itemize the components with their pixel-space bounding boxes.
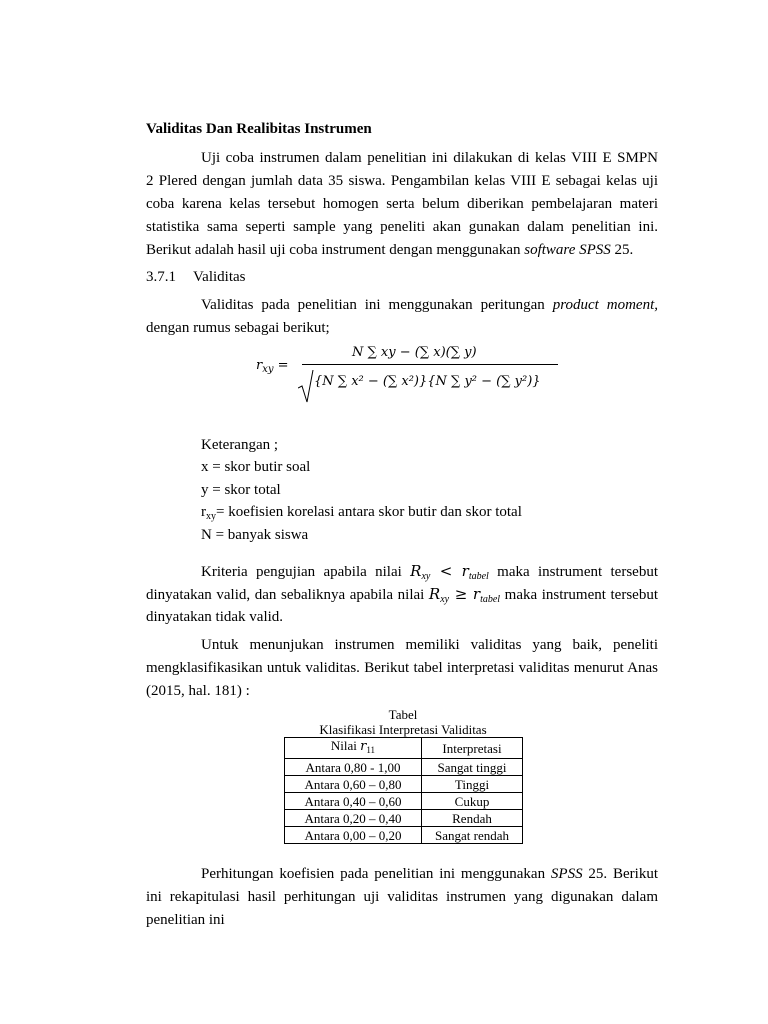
- formula-lhs: [256, 358, 289, 376]
- para5-line1: [146, 865, 658, 883]
- para1-italic: software SPSS: [524, 242, 611, 258]
- table-cell-range: Antara 0,00 – 0,20: [285, 827, 422, 844]
- table-cell-range: Antara 0,40 – 0,60: [285, 793, 422, 810]
- kriteria-R-sub: xy: [421, 571, 431, 582]
- para1-line: Uji coba instrumen dalam penelitian ini dilakukan di kelas VIII E SMPN: [201, 150, 658, 166]
- para1-line: statistika sama seperti sample yang peneliti akan gunakan dalam penelitian ini.: [146, 219, 658, 235]
- table-row: [285, 776, 523, 793]
- kriteria-lt: <: [430, 562, 462, 580]
- table-row: [285, 759, 523, 776]
- formula-denominator: {N ∑ x² − (∑ x²)}{N ∑ y² − (∑ y²)}: [314, 374, 541, 389]
- header-r-sub: 11: [366, 745, 376, 755]
- table-row: [285, 827, 523, 844]
- rxy-sub: xy: [206, 511, 216, 522]
- table-cell-interpretation: Cukup: [422, 793, 523, 810]
- table-caption-title: Klasifikasi Interpretasi Validitas: [319, 722, 487, 737]
- formula-numerator: N ∑ xy − (∑ x)(∑ y): [352, 345, 477, 360]
- para4-line: (2015, hal. 181) :: [146, 683, 250, 699]
- para2-text: Validitas pada penelitian ini menggunakan peritungan: [201, 297, 553, 313]
- table-row: [285, 793, 523, 810]
- formula-r-sub: xy: [262, 364, 274, 375]
- table-cell-range: Antara 0,60 – 0,80: [285, 776, 422, 793]
- table-header-row: [285, 738, 523, 759]
- header-r-symbol: r: [360, 739, 367, 754]
- kriteria-text: maka instrument tersebut: [488, 564, 658, 580]
- para5-line2: ini rekapitulasi hasil perhitungan uji validitas instrumen yang digunakan dalam: [146, 889, 658, 905]
- keterangan-y: y = skor total: [201, 482, 281, 498]
- kriteria-R: R: [410, 562, 422, 580]
- kriteria-text: maka instrument tersebut: [500, 587, 658, 603]
- para4-line: mengklasifikasikan untuk validitas. Berikut tabel interpretasi validitas menurut Anas: [146, 660, 658, 676]
- kriteria-line3: dinyatakan tidak valid.: [146, 609, 284, 625]
- subsection-title: Validitas: [193, 269, 246, 285]
- fraction-bar: [302, 364, 558, 365]
- kriteria-r-sub: tabel: [468, 571, 489, 582]
- table-cell-interpretation: Sangat tinggi: [422, 759, 523, 776]
- keterangan-rxy: [201, 503, 522, 523]
- table-cell-range: Antara 0,20 – 0,40: [285, 810, 422, 827]
- para1-text: Berikut adalah hasil uji coba instrument dengan menggunakan: [146, 242, 525, 258]
- kriteria-R-sub: xy: [440, 594, 450, 605]
- rxy-symbol: r: [201, 504, 206, 520]
- para2-line2: dengan rumus sebagai berikut;: [146, 320, 330, 336]
- section-heading: Validitas Dan Realibitas Instrumen: [146, 121, 372, 137]
- para1-line: 2 Plered dengan jumlah data 35 siswa. Pengambilan kelas VIII E sebagai kelas uji: [146, 173, 658, 189]
- para4-line: Untuk menunjukan instrumen memiliki validitas yang baik, peneliti: [201, 637, 658, 653]
- para1-end: 25.: [610, 242, 634, 258]
- validity-classification-table: [284, 737, 523, 844]
- para1-last-line: [146, 241, 633, 259]
- kriteria-R: R: [428, 585, 441, 603]
- keterangan-x: x = skor butir soal: [201, 459, 311, 475]
- para2-italic: product moment,: [552, 297, 658, 313]
- table-caption: Tabel: [388, 707, 418, 722]
- rxy-desc: = koefisien korelasi antara skor butir dan skor total: [216, 504, 522, 520]
- para5-italic: SPSS: [550, 866, 583, 882]
- table-header-nilai: [285, 738, 422, 759]
- kriteria-line2: [146, 585, 658, 606]
- para1-line: coba karena kelas tersebut homogen serta belum diberikan pembelajaran materi: [146, 196, 658, 212]
- kriteria-r-sub: tabel: [480, 594, 501, 605]
- table-header-interpretasi: Interpretasi: [422, 738, 523, 759]
- para5-text: 25. Berikut: [582, 866, 659, 882]
- kriteria-r: r: [472, 585, 481, 603]
- table-cell-interpretation: Sangat rendah: [422, 827, 523, 844]
- kriteria-r: r: [461, 562, 469, 580]
- square-root-icon: [298, 370, 314, 404]
- para5-line3: penelitian ini: [146, 912, 225, 928]
- formula-r: r: [256, 358, 263, 373]
- table-row: [285, 810, 523, 827]
- table-cell-interpretation: Tinggi: [422, 776, 523, 793]
- kriteria-line1: [146, 562, 658, 583]
- para2-line1: [146, 296, 658, 314]
- pearson-formula: [256, 342, 556, 402]
- formula-equals: =: [273, 358, 289, 373]
- kriteria-ge: ≥: [449, 585, 473, 603]
- keterangan-n: N = banyak siswa: [201, 527, 309, 543]
- header-nilai-text: Nilai: [330, 738, 361, 753]
- subsection-number: 3.7.1: [146, 269, 176, 285]
- table-cell-interpretation: Rendah: [422, 810, 523, 827]
- table-cell-range: Antara 0,80 - 1,00: [285, 759, 422, 776]
- kriteria-text: Kriteria pengujian apabila nilai: [201, 564, 411, 580]
- keterangan-title: Keterangan ;: [201, 437, 279, 453]
- kriteria-text: dinyatakan valid, dan sebaliknya apabila nilai: [146, 587, 429, 603]
- para5-text: Perhitungan koefisien pada penelitian ini menggunakan: [201, 866, 551, 882]
